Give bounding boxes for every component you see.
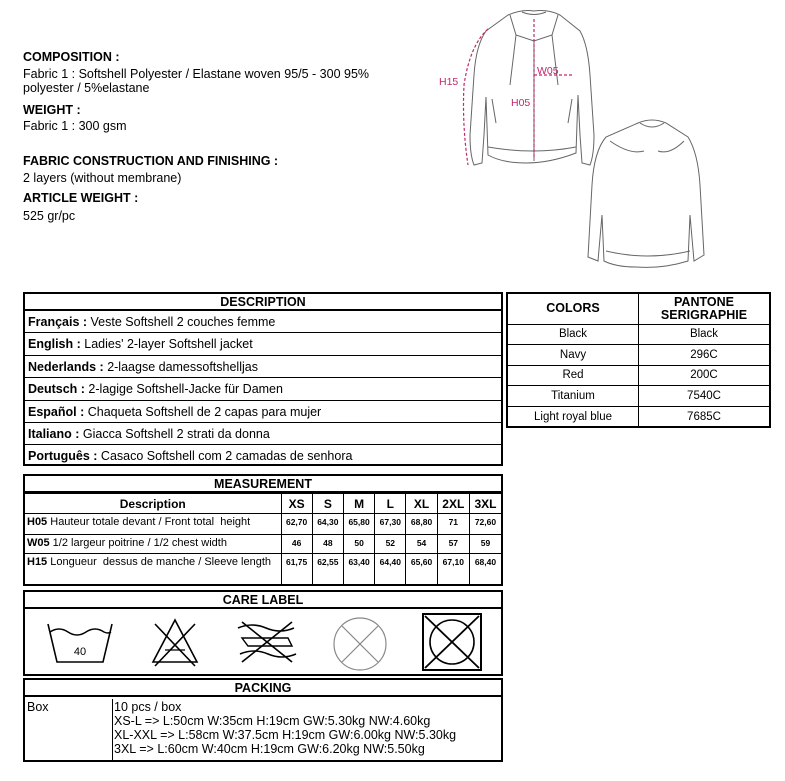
measurement-value: 63,40 [343, 554, 374, 584]
color-name: Red [508, 365, 639, 386]
measurement-desc-text: Hauteur totale devant / Front total height [47, 516, 251, 528]
h15-label: H15 [439, 76, 459, 88]
measurement-value: 59 [469, 535, 501, 554]
description-text: Chaqueta Softshell de 2 capas para mujer [84, 404, 322, 419]
measurement-value: 72,60 [469, 514, 501, 535]
color-row [508, 345, 769, 366]
description-lang: Português : [28, 449, 98, 464]
measurement-table [25, 493, 501, 584]
description-lang: Español : [28, 404, 85, 419]
composition-line-2: polyester / 5%elastane [23, 81, 150, 95]
colors-table [508, 294, 769, 427]
measurement-desc [25, 535, 281, 554]
description-row [25, 423, 501, 445]
care-label-box [23, 590, 503, 676]
description-lang: English : [28, 337, 81, 352]
weight-title: WEIGHT : [23, 103, 81, 117]
measurement-value: 52 [375, 535, 406, 554]
color-row [508, 386, 769, 407]
measurement-value: 61,75 [281, 554, 312, 584]
description-lang: Deutsch : [28, 382, 85, 397]
pantone-code: 7685C [639, 406, 770, 427]
h05-label: H05 [511, 97, 531, 109]
description-title: DESCRIPTION [25, 294, 501, 311]
packing-divider [112, 699, 113, 760]
colors-header: COLORS [508, 294, 639, 324]
color-name: Light royal blue [508, 406, 639, 427]
measurement-value: 50 [343, 535, 374, 554]
measurement-code: W05 [27, 537, 50, 549]
measurement-value: 62,70 [281, 514, 312, 535]
article-weight-value: 525 gr/pc [23, 209, 76, 223]
description-text: Ladies' 2-layer Softshell jacket [80, 337, 253, 352]
measurement-row [25, 554, 501, 584]
measurement-value: 62,55 [312, 554, 343, 584]
color-row [508, 324, 769, 345]
pantone-code: 200C [639, 365, 770, 386]
description-row [25, 445, 501, 467]
measurement-value: 64,30 [312, 514, 343, 535]
measurement-value: 68,40 [469, 554, 501, 584]
pantone-code: 296C [639, 345, 770, 366]
measurement-desc-text: Longueur dessus de manche / Sleeve length [47, 556, 272, 568]
size-header: S [312, 494, 343, 514]
jacket-sketch [430, 5, 730, 277]
color-name: Black [508, 324, 639, 345]
size-header: L [375, 494, 406, 514]
packing-box [23, 678, 503, 762]
composition-title: COMPOSITION : [23, 50, 120, 64]
packing-title: PACKING [25, 680, 501, 697]
measurement-desc [25, 514, 281, 535]
measurement-desc-text: 1/2 largeur poitrine / 1/2 chest width [49, 537, 227, 549]
description-row [25, 311, 501, 333]
color-name: Navy [508, 345, 639, 366]
measurement-desc [25, 554, 281, 584]
packing-line: XS-L => L:50cm W:35cm H:19cm GW:5.30kg NW:4.60kg [114, 714, 431, 728]
wash-40-icon [45, 616, 115, 668]
description-box [23, 292, 503, 466]
colors-box [506, 292, 771, 428]
measurement-value: 64,40 [375, 554, 406, 584]
packing-line: XL-XXL => L:58cm W:37.5cm H:19cm GW:6.00kg NW:5.30kg [114, 728, 457, 742]
description-row [25, 401, 501, 423]
size-header: XS [281, 494, 312, 514]
measurement-box [23, 474, 503, 586]
color-row [508, 365, 769, 386]
size-header: 3XL [469, 494, 501, 514]
measurement-row [25, 514, 501, 535]
measurement-row [25, 535, 501, 554]
pantone-header [639, 294, 770, 324]
description-text: Veste Softshell 2 couches femme [87, 315, 276, 329]
weight-value: Fabric 1 : 300 gsm [23, 119, 127, 133]
pantone-code: 7540C [639, 386, 770, 407]
measurement-value: 67,30 [375, 514, 406, 535]
description-lang: Nederlands : [28, 359, 104, 374]
packing-line: 3XL => L:60cm W:40cm H:19cm GW:6.20kg NW:5.50kg [114, 742, 425, 756]
measurement-title: MEASUREMENT [25, 476, 501, 493]
size-header: M [343, 494, 374, 514]
description-lang: Français : [28, 315, 88, 329]
composition-line-1: Fabric 1 : Softshell Polyester / Elastane woven 95/5 - 300 95% [23, 67, 370, 81]
measurement-value: 65,80 [343, 514, 374, 535]
no-dry-clean-icon [421, 612, 483, 672]
care-label-title: CARE LABEL [25, 592, 501, 609]
measurement-code: H05 [27, 516, 48, 528]
measurement-value: 48 [312, 535, 343, 554]
measurement-value: 68,80 [406, 514, 437, 535]
jacket-front-drawing [470, 11, 594, 166]
measurement-value: 57 [437, 535, 469, 554]
color-name: Titanium [508, 386, 639, 407]
no-bleach-icon [147, 616, 203, 668]
description-text: Casaco Softshell com 2 camadas de senhora [97, 449, 353, 464]
measurement-code: H15 [27, 556, 48, 568]
no-iron-icon [330, 616, 390, 674]
measurement-value: 46 [281, 535, 312, 554]
measure-lines [464, 19, 573, 165]
measurement-value: 65,60 [406, 554, 437, 584]
packing-line: 10 pcs / box [114, 700, 182, 714]
description-row [25, 333, 501, 355]
description-row [25, 378, 501, 400]
size-header: 2XL [437, 494, 469, 514]
article-weight-title: ARTICLE WEIGHT : [23, 191, 139, 205]
measurement-value: 67,10 [437, 554, 469, 584]
description-text: 2-laagse damessoftshelljas [103, 359, 258, 374]
size-header: XL [406, 494, 437, 514]
measurement-value: 54 [406, 535, 437, 554]
pantone-header-line-1: PANTONE [674, 294, 734, 309]
jacket-back-drawing [588, 120, 704, 267]
construction-title: FABRIC CONSTRUCTION AND FINISHING : [23, 154, 279, 168]
pantone-code: Black [639, 324, 770, 345]
no-tumble-dry-icon [232, 616, 302, 668]
measurement-desc-header: Description [25, 494, 281, 514]
packing-label: Box [27, 700, 49, 714]
color-row [508, 406, 769, 427]
description-lang: Italiano : [28, 426, 80, 441]
w05-label: W05 [537, 65, 559, 77]
pantone-header-line-2: SERIGRAPHIE [660, 307, 748, 322]
measurement-value: 71 [437, 514, 469, 535]
construction-value: 2 layers (without membrane) [23, 171, 182, 185]
description-text: 2-lagige Softshell-Jacke für Damen [84, 382, 283, 397]
description-row [25, 356, 501, 378]
description-text: Giacca Softshell 2 strati da donna [79, 426, 270, 441]
wash-temp: 40 [73, 646, 87, 658]
